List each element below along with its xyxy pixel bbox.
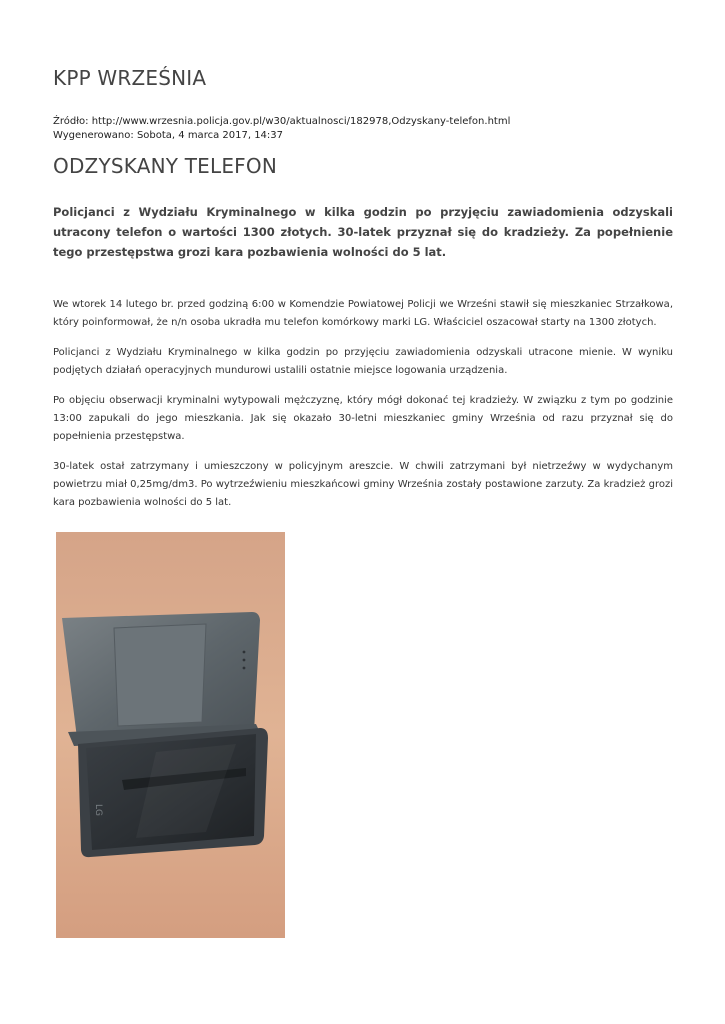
article-paragraph: We wtorek 14 lutego br. przed godziną 6:00 w Komendzie Powiatowej Policji we Wrześni stawił się mieszkaniec Strzałkowa, który poinformował, że n/n osoba ukradła mu telefon komórkowy marki LG. Właściciel oszacował starty na 1300 złotych. (53, 299, 673, 328)
generated-line: Wygenerowano: Sobota, 4 marca 2017, 14:37 (53, 130, 284, 141)
article-title: ODZYSKANY TELEFON (53, 154, 277, 178)
lg-logo-icon: LG (93, 804, 103, 816)
article-paragraph: Policjanci z Wydziału Kryminalnego w kilka godzin po przyjęciu zawiadomienia odzyskali utracone mienie. W wyniku podjętych działań operacyjnych mundurowi ustalili ostatnie miejsce logowania urządzenia. (53, 347, 673, 376)
card-pocket (114, 624, 206, 726)
phone-in-case-image (56, 532, 285, 938)
site-title: KPP WRZEŚNIA (53, 66, 207, 90)
article-lead: Policjanci z Wydziału Kryminalnego w kilka godzin po przyjęciu zawiadomienia odzyskali utracony telefon o wartości 1300 złotych. 30-latek przyznał się do kradzieży. Za popełnienie tego przestępstwa grozi kara pozbawienia wolności do 5 lat. (53, 205, 673, 259)
article-paragraph: 30-latek ostał zatrzymany i umieszczony w policyjnym areszcie. W chwili zatrzymani był nietrzeźwy w wydychanym powietrzu miał 0,25mg/dm3. Po wytrzeźwieniu mieszkańcowi gminy Września zostały postawione zarzuty. Za kradzież grozi kara pozbawienia wolności do 5 lat. (53, 461, 673, 508)
source-line: Źródło: http://www.wrzesnia.policja.gov.pl/w30/aktualnosci/182978,Odzyskany-telefon.html (53, 116, 511, 127)
phone-photo (56, 532, 285, 938)
article-body (53, 296, 673, 524)
document-meta (53, 115, 673, 143)
article-paragraph: Po objęciu obserwacji kryminalni wytypowali mężczyznę, który mógł dokonać tej kradzieży. W związku z tym po godzinie 13:00 zapukali do jego mieszkania. Jak się okazało 30-letni mieszkaniec gminy Września od razu przyznał się do popełnienia przestępstwa. (53, 395, 673, 442)
